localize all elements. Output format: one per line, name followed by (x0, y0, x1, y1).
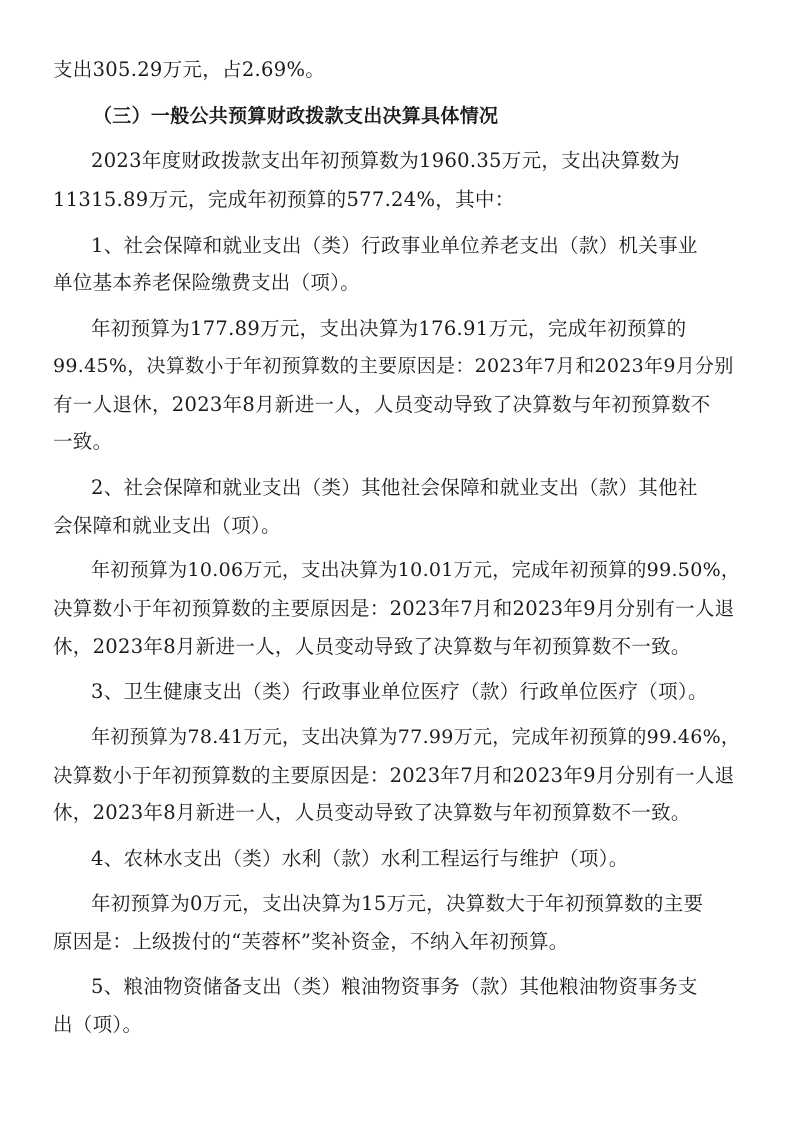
text-line: 5、粮油物资储备支出（类）粮油物资事务（款）其他粮油物资事务支 (91, 975, 698, 998)
text-line: 一致。 (53, 430, 113, 453)
text-line: 决算数小于年初预算数的主要原因是：2023年7月和2023年9月分别有一人退 (53, 764, 735, 787)
text-line: 1、社会保障和就业支出（类）行政事业单位养老支出（款）机关事业 (91, 234, 698, 257)
text-line: 会保障和就业支出（项）。 (53, 514, 281, 537)
text-line: 原因是：上级拨付的“芙蓉杯”奖补资金，不纳入年初预算。 (53, 930, 569, 953)
section-heading: （三）一般公共预算财政拨款支出决算具体情况 (93, 105, 499, 127)
text-line: 休，2023年8月新进一人，人员变动导致了决算数与年初预算数不一致。 (53, 801, 691, 824)
text-line: 年初预算为0万元，支出决算为15万元，决算数大于年初预算数的主要 (91, 892, 704, 915)
text-line: 4、农林水支出（类）水利（款）水利工程运行与维护（项）。 (91, 847, 629, 870)
text-line: 支出305.29万元，占2.69%。 (53, 58, 326, 81)
text-line: 单位基本养老保险缴费支出（项）。 (53, 271, 361, 294)
text-line: 3、卫生健康支出（类）行政事业单位医疗（款）行政单位医疗（项）。 (91, 680, 708, 703)
text-line: 11315.89万元，完成年初预算的577.24%，其中： (53, 188, 515, 211)
text-line: 2、社会保障和就业支出（类）其他社会保障和就业支出（款）其他社 (91, 476, 698, 499)
text-line: 年初预算为78.41万元，支出决算为77.99万元，完成年初预算的99.46%， (91, 726, 741, 748)
text-line: 99.45%，决算数小于年初预算数的主要原因是：2023年7月和2023年9月分别 (53, 355, 734, 377)
text-line: 年初预算为10.06万元，支出决算为10.01万元，完成年初预算的99.50%， (91, 559, 741, 581)
text-line: 休，2023年8月新进一人，人员变动导致了决算数与年初预算数不一致。 (53, 635, 691, 658)
text-line: 决算数小于年初预算数的主要原因是：2023年7月和2023年9月分别有一人退 (53, 597, 735, 620)
text-line: 2023年度财政拨款支出年初预算数为1960.35万元，支出决算数为 (91, 149, 680, 172)
text-line: 有一人退休，2023年8月新进一人，人员变动导致了决算数与年初预算数不 (53, 393, 711, 416)
text-line: 年初预算为177.89万元，支出决算为176.91万元，完成年初预算的 (91, 317, 687, 340)
text-line: 出（项）。 (53, 1013, 143, 1036)
